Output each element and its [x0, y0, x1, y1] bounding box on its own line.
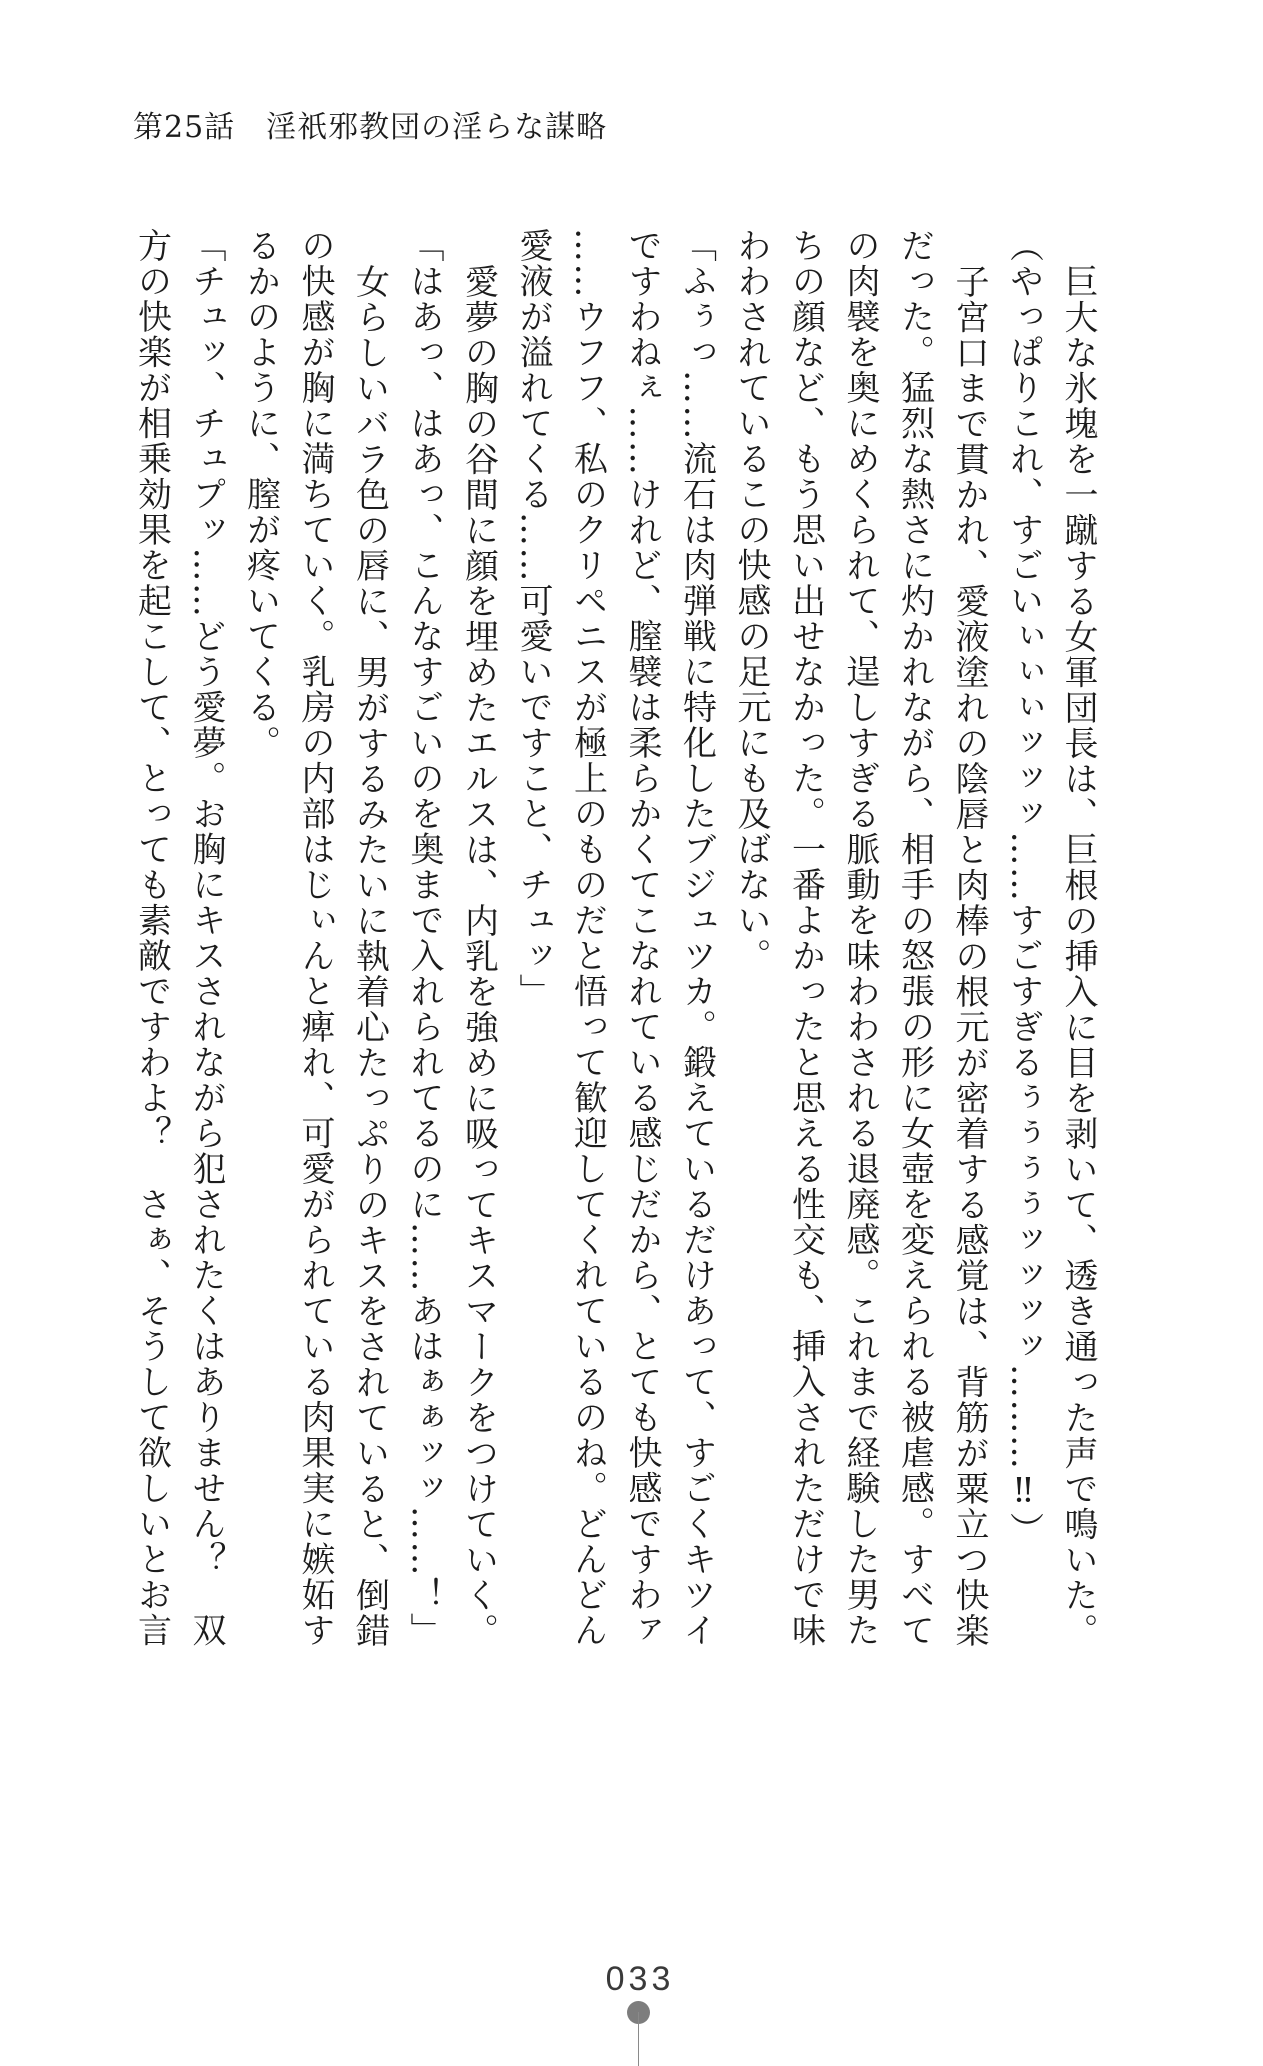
text-line: 方の快楽が相乗効果を起こして、とっても素敵ですわよ？ さぁ、そうして欲しいとお言: [131, 228, 172, 1648]
text-line: 愛液が溢れてくる……可愛いですこと、チュッ」: [513, 228, 553, 1009]
text-line: 愛夢の胸の谷間に顔を埋めたエルスは、内乳を強めに吸ってキスマークをつけていく。: [458, 263, 499, 1648]
body-text-block: [124, 228, 1105, 1648]
text-line: 子宮口まで貫かれ、愛液塗れの陰唇と肉棒の根元が密着する感覚は、背筋が粟立つ快楽: [949, 263, 989, 1648]
text-line: るかのように、膣が疼いてくる。: [240, 228, 281, 761]
footer-ornament-line: [638, 2012, 639, 2066]
text-line: 巨大な氷塊を一蹴する女軍団長は、巨根の挿入に目を剥いて、透き通った声で鳴いた。: [1058, 263, 1098, 1648]
text-line: 「はあっ、はあっ、こんなすごいのを奥まで入れられてるのに……あはぁぁッッ……！」: [404, 228, 444, 1648]
text-line: 「ふぅっ……流石は肉弾戦に特化したブジュツカ。鍛えているだけあって、すごくキツイ: [676, 228, 717, 1648]
text-line: の肉襞を奥にめくられて、逞しすぎる脈動を味わわされる退廃感。これまで経験した男た: [840, 228, 880, 1648]
text-line: だった。猛烈な熱さに灼かれながら、相手の怒張の形に女壺を変えられる被虐感。すべて: [894, 228, 935, 1648]
text-line: わわされているこの快感の足元にも及ばない。: [731, 228, 771, 974]
text-line: 女らしいバラ色の唇に、男がするみたいに執着心たっぷりのキスをされていると、倒錯: [349, 263, 390, 1648]
text-line: ですわねぇ……けれど、膣襞は柔らかくてこなれている感じだから、とても快感ですわァ: [622, 228, 662, 1648]
text-line: の快感が胸に満ちていく。乳房の内部はじぃんと痺れ、可愛がられている肉果実に嫉妬す: [295, 228, 335, 1648]
text-line: 「チュッ、チュプッ……どう愛夢。お胸にキスされながら犯されたくはありません？ 双: [186, 228, 226, 1648]
text-line: （やっぱりこれ、すごいぃぃぃッッッ……すごすぎるぅぅぅぅッッッッ………‼）: [1003, 228, 1044, 1548]
chapter-header: 第25話 淫祇邪教団の淫らな謀略: [133, 110, 608, 145]
text-line: ちの顔など、もう思い出せなかった。一番よかったと思える性交も、挿入されただけで味: [785, 228, 826, 1648]
page-number: 033: [605, 1960, 675, 1998]
text-line: ……ウフフ、私のクリペニスが極上のものだと悟って歓迎してくれているのね。どんどん: [567, 228, 608, 1648]
